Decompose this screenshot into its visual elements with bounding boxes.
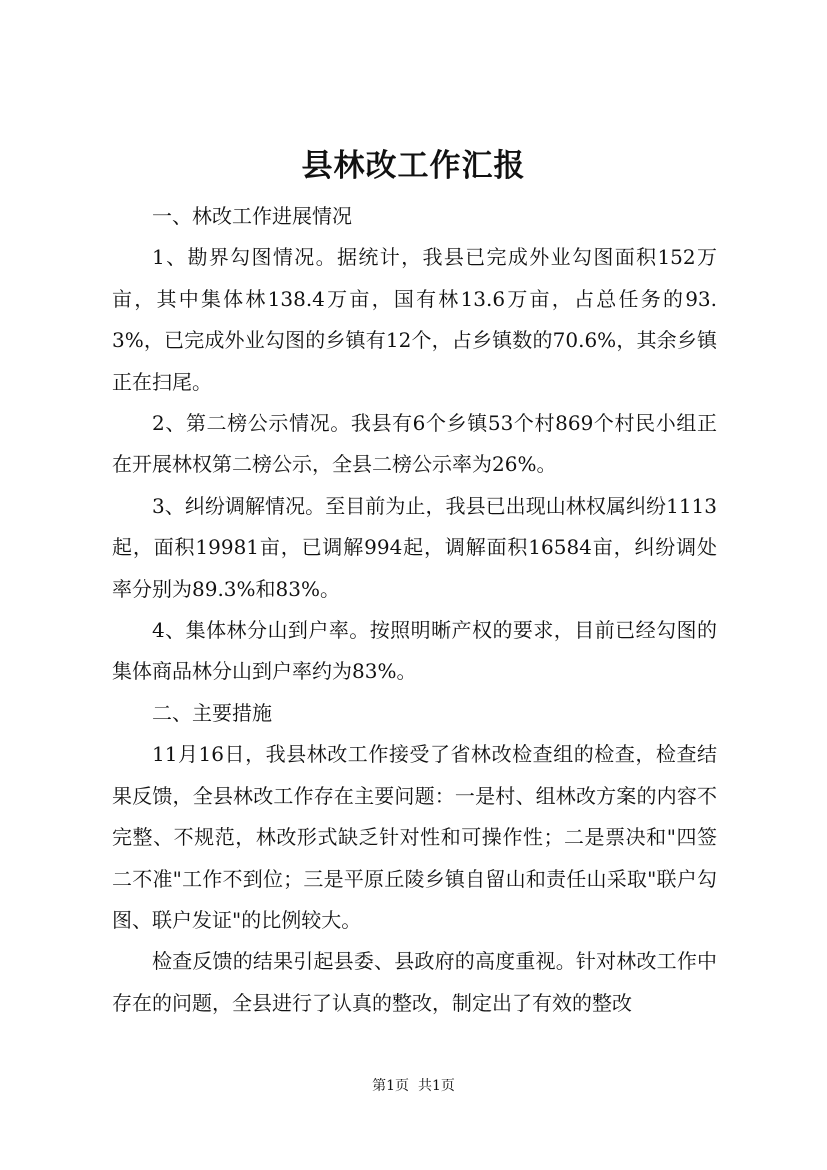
paragraph-second-publicity: 2、第二榜公示情况。我县有6个乡镇53个村869个村民小组正在开展林权第二榜公示，全县二榜公示率为26%。 (112, 411, 717, 477)
paragraph-dispute-mediation: 3、纠纷调解情况。至目前为止，我县已出现山林权属纠纷1113起，面积19981亩，已调解994起，调解面积16584亩，纠纷调处率分别为89.3%和83%。 (112, 493, 717, 601)
paragraph-inspection: 11月16日，我县林改工作接受了省林改检查组的检查，检查结果反馈，全县林改工作存在主要问题：一是村、组林改方案的内容不完整、不规范，林改形式缺乏针对性和可操作性；二是票决和"四签二不准"工作不到位；三是平原丘陵乡镇自留山和责任山采取"联户勾图、联户发证"的比例较大。 (112, 742, 717, 932)
section-heading-measures: 二、主要措施 (152, 700, 272, 725)
paragraph-rectification: 检查反馈的结果引起县委、县政府的高度重视。针对林改工作中存在的问题，全县进行了认真的整改，制定出了有效的整改 (112, 949, 717, 1015)
page-footer (0, 1076, 827, 1096)
paragraph-survey-mapping: 1、勘界勾图情况。据统计，我县已完成外业勾图面积152万亩，其中集体林138.4万亩，国有林13.6万亩，占总任务的93.3%，已完成外业勾图的乡镇有12个，占乡镇数的70.6%，其余乡镇正在扫尾。 (112, 245, 717, 394)
document-body (112, 196, 717, 1024)
page-number-label: 第1页 共1页 (372, 1078, 455, 1094)
document-title: 县林改工作汇报 (301, 148, 526, 184)
section-heading-progress: 一、林改工作进展情况 (152, 204, 352, 228)
paragraph-household-allocation: 4、集体林分山到户率。按照明晰产权的要求，目前已经勾图的集体商品林分山到户率约为83%。 (112, 618, 717, 684)
